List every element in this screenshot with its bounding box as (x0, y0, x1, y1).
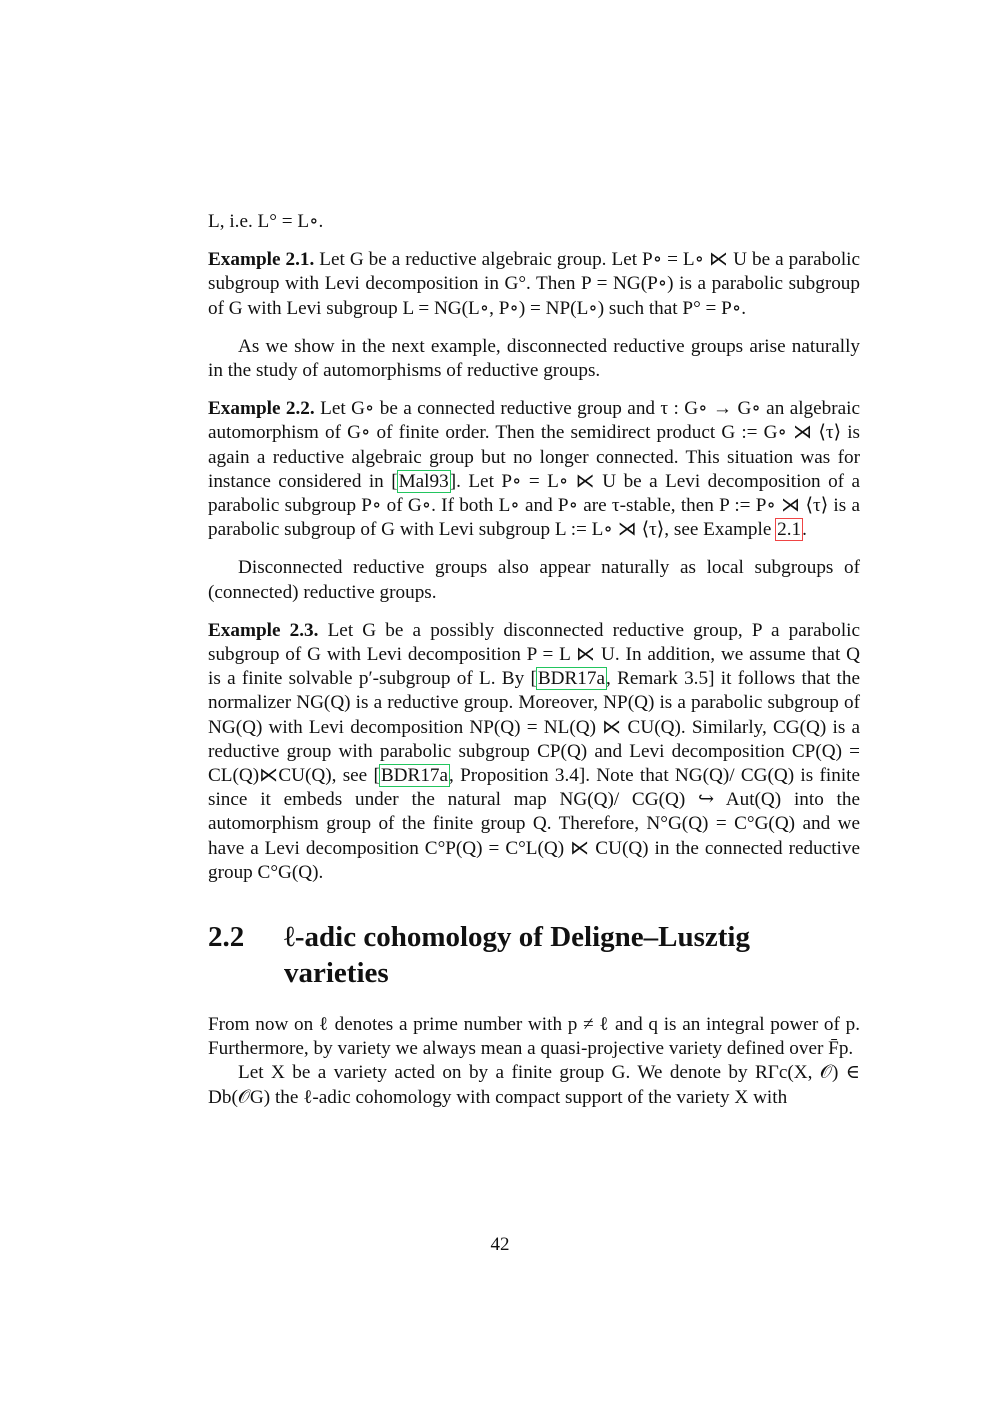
paragraph: From now on ℓ denotes a prime number with p ≠ ℓ and q is an integral power of p. Furthermore, by variety we always mean a quasi-projective variety defined over F̄p. (208, 1014, 860, 1060)
example-2-1 (208, 248, 860, 321)
punctuation: . (802, 519, 807, 541)
example-label: Example 2.2. (208, 398, 315, 420)
page-number: 42 (490, 1234, 510, 1255)
citation-link[interactable]: BDR17a (380, 765, 449, 787)
paragraph-fragment: L, i.e. L° = L∘. (208, 211, 324, 232)
section-title: ℓ-adic cohomology of Deligne–Lusztig varieties (284, 921, 750, 990)
example-2-3: Example 2.3. Let G be a possibly disconnected reductive group, P a parabolic subgroup of G with Levi decomposition P = L ⋉ U. In addition, we assume that Q is a finite solvable p′-subgroup of L. By [BDR17a, Remark 3.5] it follows that the normalizer NG(Q) is a reductive group. Moreover, NP(Q) is a parabolic subgroup of NG(Q) with Levi decomposition NP(Q) = NL(Q) ⋉ CU(Q). Similarly, CG(Q) is a reductive group with parabolic subgroup CP(Q) and Levi decomposition CP(Q) = CL(Q)⋉CU(Q), see [BDR17a, Proposition 3.4]. Note that NG(Q)/ CG(Q) is finite since it embeds under the natural map NG(Q)/ CG(Q) ↪ Aut(Q) into the automorphism group of the finite group Q. Therefore, N°G(Q) = C°G(Q) and we have a Levi decomposition C°P(Q) = C°L(Q) ⋉ CU(Q) in the connected reductive group C°G(Q). (208, 619, 861, 883)
example-text: Let G be a reductive algebraic group. Let P∘ = L∘ ⋉ U be a parabolic subgroup with Levi decomposition in G°. Then P = NG(P∘) is a parabolic subgroup of G with Levi subgroup L = NG(L∘, P∘) = NP(L∘) such that P° = P∘. (208, 249, 861, 319)
example-text: , Proposition 3.4]. Note that NG(Q)/ CG(Q) is finite since it embeds under the natural map NG(Q)/ CG(Q) ↪ Aut(Q) into the automorphism group of the finite group Q. Therefore, N°G(Q) = C°G(Q) and we have a Levi decomposition C°P(Q) = C°L(Q) ⋉ CU(Q) in the connected reductive group C°G(Q). (208, 765, 860, 883)
example-label: Example 2.1. (208, 249, 315, 271)
page-body (208, 210, 860, 1110)
cross-reference-link[interactable]: 2.1 (777, 519, 802, 541)
section-number: 2.2 (208, 921, 245, 954)
paragraph: Let X be a variety acted on by a finite group G. We denote by RΓc(X, 𝒪) ∈ Db(𝒪G) the ℓ-adic cohomology with compact support of the variety X with (208, 1062, 860, 1108)
example-label: Example 2.3. (208, 619, 319, 641)
example-text: . Let P∘ = L∘ ⋉ U be a Levi decomposition of a parabolic subgroup P∘ of G∘. If both L∘ and P∘ are τ-stable, then P := P∘ ⋊ ⟨τ⟩ is a parabolic subgroup of G with Levi subgroup L := L∘ ⋊ ⟨τ⟩, see Example (208, 470, 861, 541)
example-text: Let G∘ be a connected reductive group and τ : G∘ → G∘ an algebraic automorphism of G∘ of finite order. Then the semidirect product G := G∘ ⋊ ⟨τ⟩ is again a reductive algebraic group but no longer connected. This situation was for instance considered in (208, 398, 861, 492)
example-2-2: Example 2.2. Let G∘ be a connected reductive group and τ : G∘ → G∘ an algebraic automorphism of G∘ of finite order. Then the semidirect product G := G∘ ⋊ ⟨τ⟩ is again a reductive algebraic group but no longer connected. This situation was for instance considered in [Mal93]. Let P∘ = L∘ ⋉ U be a Levi decomposition of a parabolic subgroup P∘ of G∘. If both L∘ and P∘ are τ-stable, then P := P∘ ⋊ ⟨τ⟩ is a parabolic subgroup of G with Levi subgroup L := L∘ ⋊ ⟨τ⟩, see Example 2.1. (208, 398, 861, 541)
paragraph: Disconnected reductive groups also appear naturally as local subgroups of (connected) reductive groups. (208, 557, 860, 603)
citation-link[interactable]: Mal93 (398, 470, 449, 492)
citation-link[interactable]: BDR17a (537, 668, 605, 690)
paragraph: As we show in the next example, disconnected reductive groups arise naturally in the study of automorphisms of reductive groups. (208, 335, 860, 382)
example-text: , Remark 3.5] it follows that the normalizer NG(Q) is a reductive group. Moreover, NP(Q) is a parabolic subgroup of NG(Q) with Levi decomposition NP(Q) = NL(Q) ⋉ CU(Q). Similarly, CG(Q) is a reductive group with parabolic subgroup CP(Q) and Levi decomposition CP(Q) = CL(Q)⋉CU(Q), see (208, 668, 860, 787)
example-text: Let G be a possibly disconnected reductive group, P a parabolic subgroup of G with Levi decomposition P = L ⋉ U. In addition, we assume that Q is a finite solvable p′-subgroup of L. By (208, 619, 861, 690)
section-heading (208, 919, 860, 991)
